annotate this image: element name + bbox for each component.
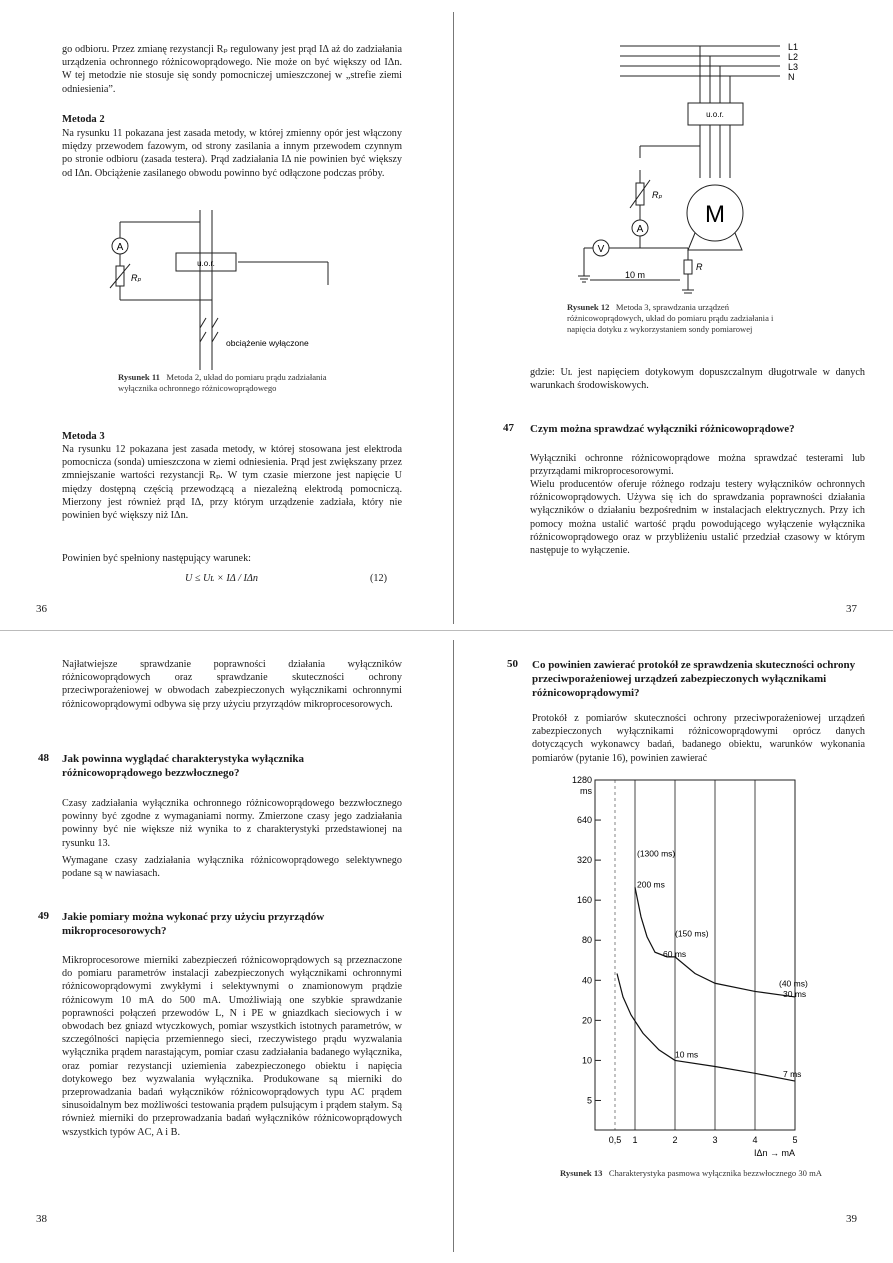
fig13-caption-text: Charakterystyka pasmowa wyłącznika bezzwłocznego 30 mA	[608, 1168, 823, 1178]
fig11-caption-text: Metoda 2, układ do pomiaru prądu zadziałania wyłącznika ochronnego różnicowoprądowego	[118, 372, 327, 393]
fig12-line-l2: L2	[788, 52, 799, 62]
fig11-caption	[118, 372, 358, 394]
fig13-annotation-6: 10 ms	[675, 1049, 699, 1060]
page-gutter-bottom	[453, 640, 454, 1252]
q48-para2: Wymagane czasy zadziałania wyłącznika różnicowoprądowego selektywnego podane są w nawiasach.	[62, 855, 402, 880]
p36-metoda2-heading: Metoda 2	[62, 114, 105, 125]
fig12-diagram	[560, 38, 830, 300]
fig13-annotation-5: 30 ms	[783, 988, 807, 999]
q48-number: 48	[38, 752, 49, 764]
fig13-xlabel: IΔn → mA	[753, 1148, 795, 1158]
q48-title: Jak powinna wyglądać charakterystyka wyłącznika różnicowoprądowego bezzwłocznego?	[62, 753, 305, 779]
p36-metoda3-heading: Metoda 3	[62, 431, 105, 442]
p36-formula-number: (12)	[370, 573, 387, 584]
fig12-distance: 10 m	[624, 270, 646, 280]
fig13-plot-frame	[595, 780, 795, 1130]
p38-page-number: 38	[36, 1213, 47, 1225]
fig13-ytick-3: 40	[581, 975, 592, 986]
fig12-rp: Rₚ	[652, 190, 663, 200]
fig13-annotation-1: 200 ms	[637, 879, 665, 890]
fig12-motor: M	[705, 201, 725, 228]
p36-metoda2-text: Na rysunku 11 pokazana jest zasada metody, w której zmienny opór jest włączony między przewodem fazowym, od strony zasilania a innym przewodem czynnym po stronie odbioru (zasada testera). Prąd zadziałania IΔ nie powinien być większy od IΔn. Obciążenie zasilanego obwodu powinno być odłączone podczas próby.	[62, 128, 402, 179]
fig13-ytick-1: 10	[581, 1055, 592, 1066]
fig13-ytick-7: 640	[576, 815, 592, 826]
fig13-ytick-5: 160	[576, 895, 592, 906]
fig12-line-n: N	[788, 72, 795, 82]
fig13-xtick-2: 2	[672, 1135, 678, 1145]
fig13-xtick-1: 1	[632, 1135, 638, 1145]
fig11-uor: u.o.r.	[197, 259, 215, 268]
p38-intro: Najłatwiejsze sprawdzanie poprawności działania wyłączników różnicowoprądowych oraz sprawdzanie skuteczności ochrony przeciwporażeniowej w obwodach zabezpieczonych wyłącznikami ochronnymi różnicowoprądowymi odbywa się przy użyciu przyrządów mikroprocesorowych.	[62, 659, 402, 710]
fig13-xtick-0: 0,5	[608, 1135, 622, 1145]
p36-condition: Powinien być spełniony następujący warunek:	[62, 553, 251, 564]
fig13-annotation-7: 7 ms	[783, 1069, 802, 1080]
q49-para1: Mikroprocesorowe mierniki zabezpieczeń różnicowoprądowych są przeznaczone do pomiaru parametrów instalacji zabezpieczonych wyłącznikami ochronnymi różnicowoprądowymi zwykłymi i selektywnymi o znamionowym prądzie różnicowym 10 mA do 500 mA. Umożliwiają one szybkie sprawdzanie poprawności połączeń przewodów L, N i PE w gniazdkach sieciowych i w obwodach bez gniazd wtyczkowych, pomiar wszystkich istotnych parametrów, w szczególności napięcia przemiennego sieci, rzeczywistego prądu wyzwalania wyłącznika prądem narastającym, pomiar czasu zadziałania badanego wyłącznika, oraz pomiar rezystancji uziemienia zabezpieczonego obiektu i napięcia dotykowego bez wyzwalania wyłącznika. Produkowane są mierniki do przeprowadzania badań wyłączników różnicowoprądowych typu AC prądem sinusoidalnym bez możliwości testowania prądem pulsującym i prądem stałym. Są również mierniki do przeprowadzania badań wyłączników różnicowoprądowych wszystkich typów AC, A i B.	[62, 955, 402, 1138]
fig13-caption	[560, 1168, 830, 1179]
q47-para2: Wielu producentów oferuje różnego rodzaju testery wyłączników ochronnych różnicowoprądowych. Używa się ich do sprawdzania poprawności działania wyłączników o działaniu bezpośrednim w instalacjach elektrycznych. Przy ich pomocy można ustalić wartość prądu powodującego wyłączenie wyłącznika różnicowoprądowego oraz w przybliżeniu ustalić przedział czasowy w którym następuje to wyłączenie.	[530, 479, 865, 557]
p37-page-number: 37	[846, 603, 857, 615]
page-gutter-top	[453, 12, 454, 624]
fig13-xtick-3: 3	[712, 1135, 718, 1145]
fig13-series-1	[617, 973, 795, 1081]
p36-intro: go odbioru. Przez zmianę rezystancji Rₚ regulowany jest prąd IΔ aż do zadziałania urządzenia ochronnego różnicowoprądowego. Nie może on być większy od IΔn. W tej metodzie nie stosuje się sondy pomocniczej umieszczonej w „strefie ziemi odniesienia”.	[62, 44, 402, 95]
fig13-ytick-0: 5	[586, 1095, 592, 1106]
fig13-caption-label: Rysunek 13	[560, 1168, 603, 1178]
q48-para1: Czasy zadziałania wyłącznika ochronnego różnicowoprądowego bezzwłocznego powinny być zgodne z wymaganiami normy. Zmierzone czasy jego zadziałania powinny być nie większe niż wynika to z charakterystyki przedstawionej na rysunku 13.	[62, 798, 402, 849]
q47-title: Czym można sprawdzać wyłączniki różnicowoprądowe?	[530, 423, 795, 435]
q47-para1: Wyłączniki ochronne różnicowoprądowe można sprawdzać testerami lub przyrządami mikroprocesorowymi.	[530, 453, 865, 478]
fig13-ytick-8: 1280	[571, 775, 592, 785]
p37-gdzie: gdzie: Uʟ jest napięciem dotykowym dopuszczalnym długotrwale w danych warunkach środowiskowych.	[530, 367, 865, 392]
q50-title: Co powinien zawierać protokół ze sprawdzenia skuteczności ochrony przeciwporażeniowej urządzeń zabezpieczonych wyłącznikami różnicowoprądowymi?	[532, 659, 856, 699]
fig12-voltmeter: V	[597, 244, 605, 255]
fig13-ytick-4: 80	[581, 935, 592, 946]
fig11-load: obciążenie wyłączone	[226, 338, 309, 348]
fig11-caption-label: Rysunek 11	[118, 372, 160, 382]
q50-number: 50	[507, 658, 518, 670]
fig13-annotation-3: 60 ms	[663, 948, 687, 959]
fig12-r: R	[696, 262, 703, 272]
fig13-annotation-4: (40 ms)	[779, 978, 808, 989]
fig12-line-l1: L1	[788, 42, 799, 52]
fig13-ylabel: ms	[580, 786, 592, 796]
fig11-rp: Rₚ	[131, 273, 142, 283]
fig13-ytick-2: 20	[581, 1015, 592, 1026]
fig11-diagram	[100, 210, 350, 370]
q47-number: 47	[503, 422, 514, 434]
fig12-uor: u.o.r.	[706, 110, 724, 119]
fig13-xtick-4: 4	[752, 1135, 758, 1145]
p36-page-number: 36	[36, 603, 47, 615]
fig13-chart	[555, 770, 825, 1170]
q50-para1: Protokół z pomiarów skuteczności ochrony przeciwporażeniowej urządzeń zabezpieczonych wyłącznikami różnicowoprądowymi oprócz danych dotyczących wykonawcy badań, badanego obiektu, warunków wykonania pomiarów (pytanie 16), powinien zawierać	[532, 713, 865, 764]
fig13-annotation-2: (150 ms)	[675, 928, 709, 939]
q49-title: Jakie pomiary można wykonać przy użyciu przyrządów mikroprocesorowych?	[62, 911, 325, 937]
p36-formula: U ≤ Uʟ × IΔ / IΔn	[185, 573, 258, 584]
fig12-line-l3: L3	[788, 62, 799, 72]
fig12-caption-label: Rysunek 12	[567, 302, 610, 312]
page-split	[0, 630, 893, 631]
p39-page-number: 39	[846, 1213, 857, 1225]
fig12-caption-text: Metoda 3, sprawdzania urządzeń różnicowoprądowych, układ do pomiaru prądu zadziałania i napięcia dotyku z wykorzystaniem sondy pomiarowej	[567, 302, 774, 334]
fig12-caption	[567, 302, 797, 335]
fig11-ammeter-label: A	[116, 242, 124, 253]
p36-metoda3-text: Na rysunku 12 pokazana jest zasada metody, w której stosowana jest elektroda pomocnicza (sonda) umieszczona w ziemi odniesienia. Prąd jest zwiększany przez zmniejszanie wartości rezystancji Rₚ. W tym czasie mierzone jest napięcie U między dostępną częścią przewodzącą a niezależną elektrodą pomocniczą. Mierzony jest również prąd IΔ, przy którym urządzenie zadziała, który nie powinien być większy niż IΔn.	[62, 444, 402, 522]
fig13-ytick-6: 320	[576, 855, 592, 866]
q49-number: 49	[38, 910, 49, 922]
fig13-xtick-5: 5	[792, 1135, 798, 1145]
fig12-ammeter: A	[636, 224, 644, 235]
fig13-annotation-0: (1300 ms)	[637, 848, 676, 859]
